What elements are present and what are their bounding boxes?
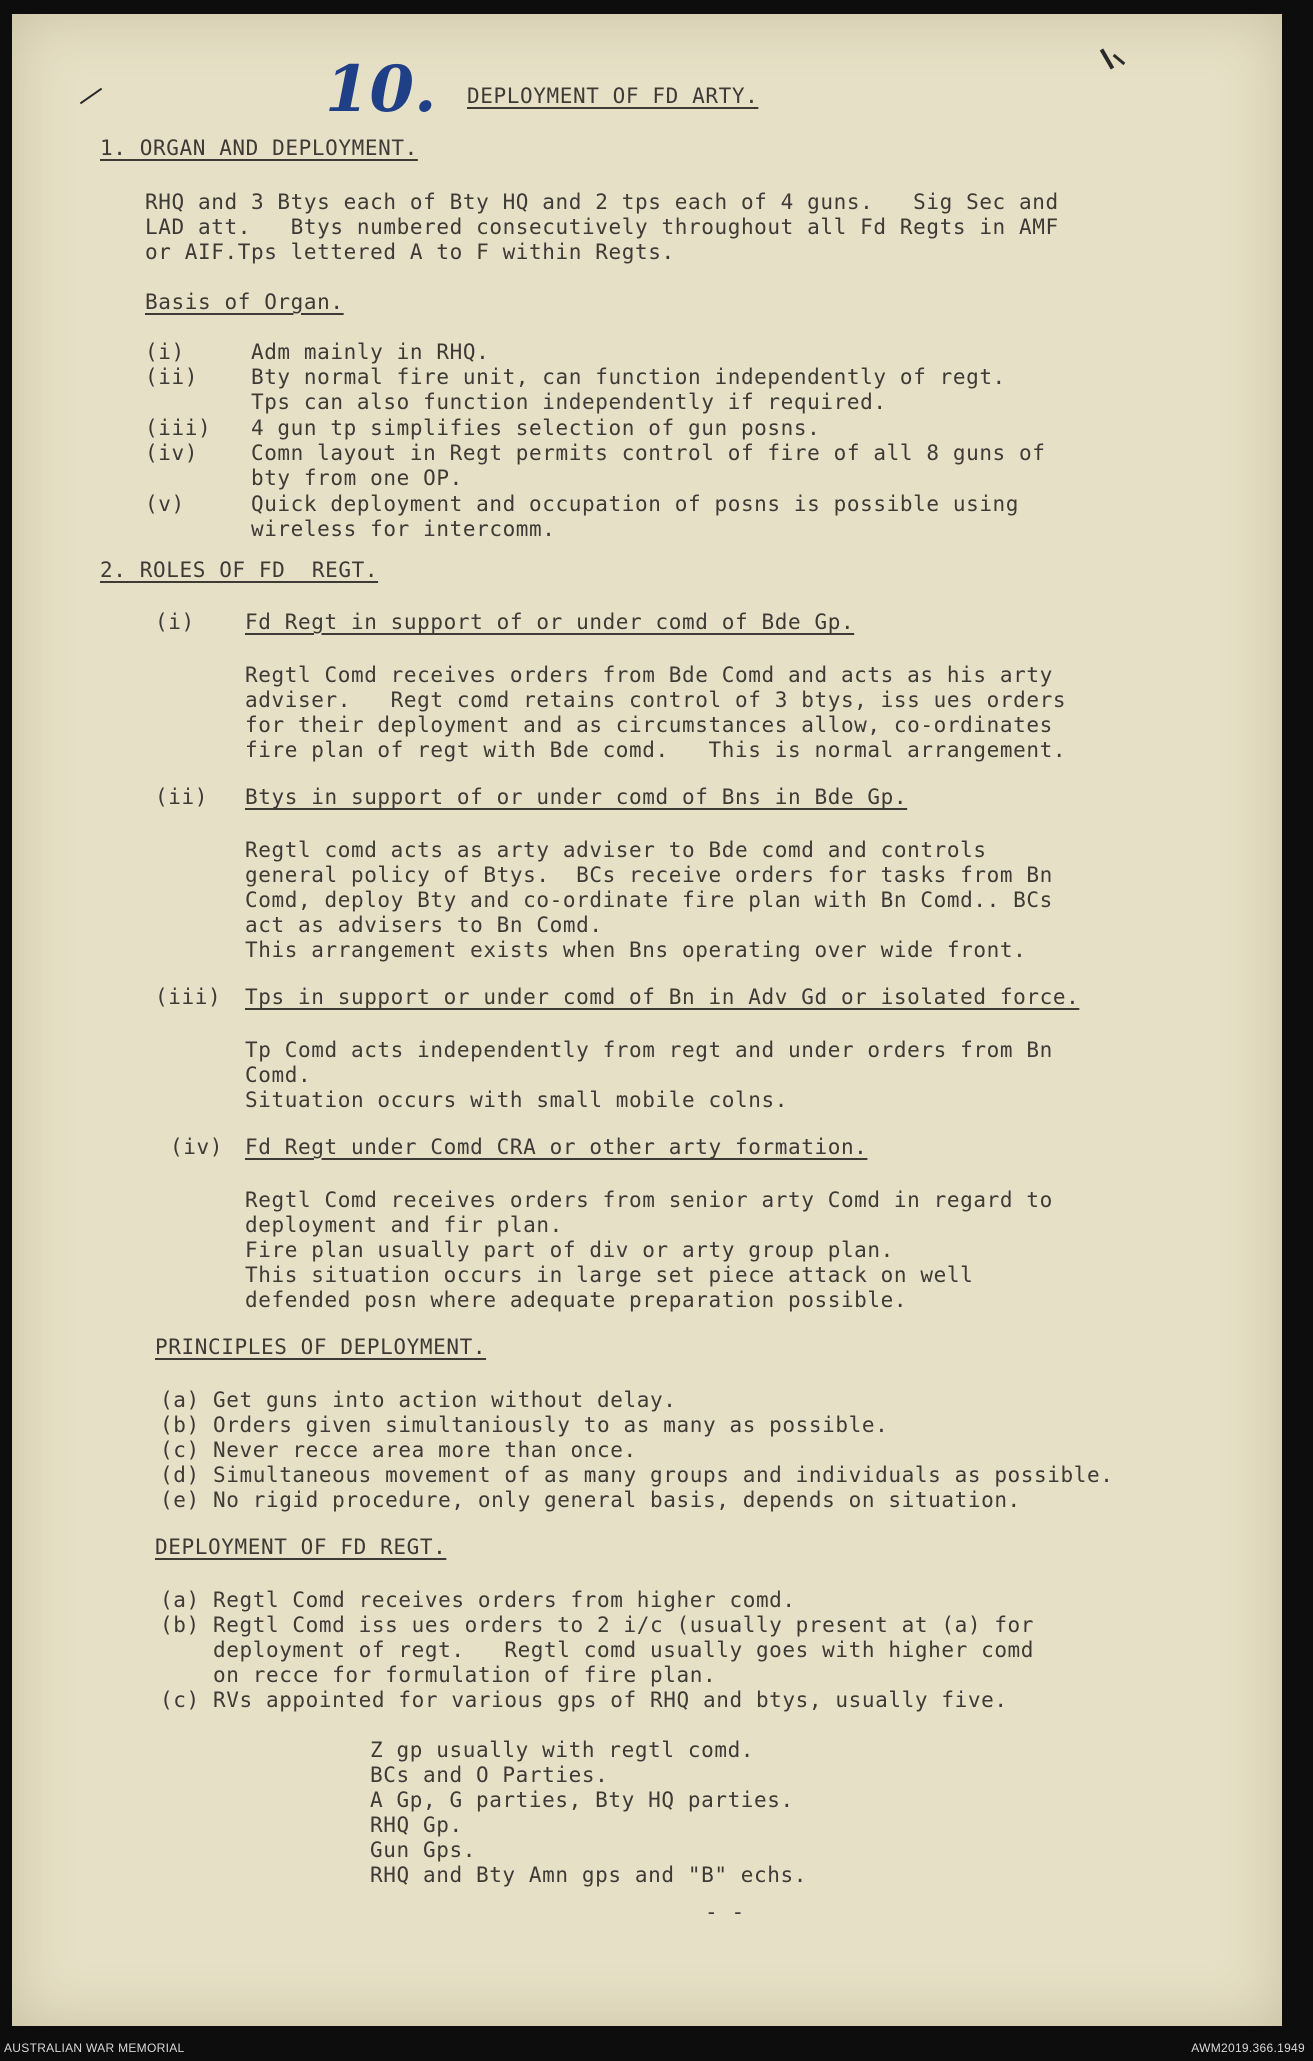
- end-mark: - -: [705, 1900, 745, 1924]
- role-title: Btys in support of or under comd of Bns in Bde Gp.: [245, 785, 908, 809]
- paragraph-line: This arrangement exists when Bns operating over wide front.: [245, 938, 1027, 962]
- footer-accession-number: AWM2019.366.1949: [1191, 2041, 1305, 2055]
- list-item: (iv) Comn layout in Regt permits control of fire of all 8 guns of: [145, 441, 1046, 465]
- section-heading-organ: 1. ORGAN AND DEPLOYMENT.: [100, 136, 418, 160]
- paragraph-line: Comd.: [245, 1063, 312, 1087]
- document-page: [12, 14, 1282, 2026]
- paragraph-line: adviser. Regt comd retains control of 3 btys, iss ues orders: [245, 688, 1067, 712]
- list-item: (b) Orders given simultaniously to as many as possible.: [160, 1413, 889, 1437]
- paragraph-line: for their deployment and as circumstances allow, co-ordinates: [245, 713, 1053, 737]
- group-item: RHQ and Bty Amn gps and "B" echs.: [370, 1863, 808, 1887]
- footer-archive-name: AUSTRALIAN WAR MEMORIAL: [4, 2041, 185, 2055]
- paragraph-line: RHQ and 3 Btys each of Bty HQ and 2 tps each of 4 guns. Sig Sec and: [145, 190, 1059, 214]
- group-item: Gun Gps.: [370, 1838, 476, 1862]
- list-item: on recce for formulation of fire plan.: [160, 1663, 717, 1687]
- group-item: RHQ Gp.: [370, 1813, 463, 1837]
- group-item: BCs and O Parties.: [370, 1763, 609, 1787]
- document-title: DEPLOYMENT OF FD ARTY.: [467, 84, 759, 108]
- paragraph-line: act as advisers to Bn Comd.: [245, 913, 603, 937]
- role-number: (iv): [170, 1135, 223, 1159]
- list-item: (c) Never recce area more than once.: [160, 1438, 637, 1462]
- role-number: (ii): [155, 785, 208, 809]
- paragraph-line: Regtl Comd receives orders from Bde Comd and acts as his arty: [245, 663, 1053, 687]
- list-item: (iii) 4 gun tp simplifies selection of gun posns.: [145, 416, 821, 440]
- list-item: (a) Get guns into action without delay.: [160, 1388, 677, 1412]
- paragraph-line: general policy of Btys. BCs receive orders for tasks from Bn: [245, 863, 1053, 887]
- paragraph-line: Regtl comd acts as arty adviser to Bde comd and controls: [245, 838, 987, 862]
- list-item: deployment of regt. Regtl comd usually goes with higher comd: [160, 1638, 1035, 1662]
- paragraph-line: or AIF.Tps lettered A to F within Regts.: [145, 240, 675, 264]
- handwritten-page-number: 10.: [325, 52, 437, 127]
- section-heading-principles: PRINCIPLES OF DEPLOYMENT.: [155, 1335, 487, 1359]
- group-item: Z gp usually with regtl comd.: [370, 1738, 755, 1762]
- list-item: (d) Simultaneous movement of as many groups and individuals as possible.: [160, 1463, 1114, 1487]
- paragraph-line: defended posn where adequate preparation possible.: [245, 1288, 908, 1312]
- list-item: wireless for intercomm.: [145, 517, 556, 541]
- section-heading-roles: 2. ROLES OF FD REGT.: [100, 558, 379, 582]
- paragraph-line: LAD att. Btys numbered consecutively throughout all Fd Regts in AMF: [145, 215, 1059, 239]
- role-title: Fd Regt under Comd CRA or other arty formation.: [245, 1135, 868, 1159]
- paragraph-line: Fire plan usually part of div or arty group plan.: [245, 1238, 894, 1262]
- list-item: (i) Adm mainly in RHQ.: [145, 340, 490, 364]
- list-item: (e) No rigid procedure, only general basis, depends on situation.: [160, 1488, 1021, 1512]
- paragraph-line: Regtl Comd receives orders from senior arty Comd in regard to: [245, 1188, 1053, 1212]
- paragraph-line: Situation occurs with small mobile colns.: [245, 1088, 788, 1112]
- paragraph-line: Tp Comd acts independently from regt and under orders from Bn: [245, 1038, 1053, 1062]
- role-number: (iii): [155, 985, 222, 1009]
- group-item: A Gp, G parties, Bty HQ parties.: [370, 1788, 794, 1812]
- paragraph-line: Comd, deploy Bty and co-ordinate fire plan with Bn Comd.. BCs: [245, 888, 1053, 912]
- subheading-basis: Basis of Organ.: [145, 290, 344, 314]
- role-title: Tps in support or under comd of Bn in Adv Gd or isolated force.: [245, 985, 1080, 1009]
- list-item: (ii) Bty normal fire unit, can function independently of regt.: [145, 365, 1006, 389]
- paragraph-line: fire plan of regt with Bde comd. This is normal arrangement.: [245, 738, 1067, 762]
- section-heading-deployment: DEPLOYMENT OF FD REGT.: [155, 1535, 447, 1559]
- paragraph-line: This situation occurs in large set piece attack on well: [245, 1263, 974, 1287]
- list-item: (c) RVs appointed for various gps of RHQ and btys, usually five.: [160, 1688, 1008, 1712]
- list-item: (v) Quick deployment and occupation of posns is possible using: [145, 492, 1020, 516]
- list-item: (b) Regtl Comd iss ues orders to 2 i/c (usually present at (a) for: [160, 1613, 1035, 1637]
- role-title: Fd Regt in support of or under comd of Bde Gp.: [245, 610, 855, 634]
- list-item: bty from one OP.: [145, 466, 463, 490]
- list-item: (a) Regtl Comd receives orders from higher comd.: [160, 1588, 796, 1612]
- list-item: Tps can also function independently if required.: [145, 390, 887, 414]
- paragraph-line: deployment and fir plan.: [245, 1213, 563, 1237]
- role-number: (i): [155, 610, 195, 634]
